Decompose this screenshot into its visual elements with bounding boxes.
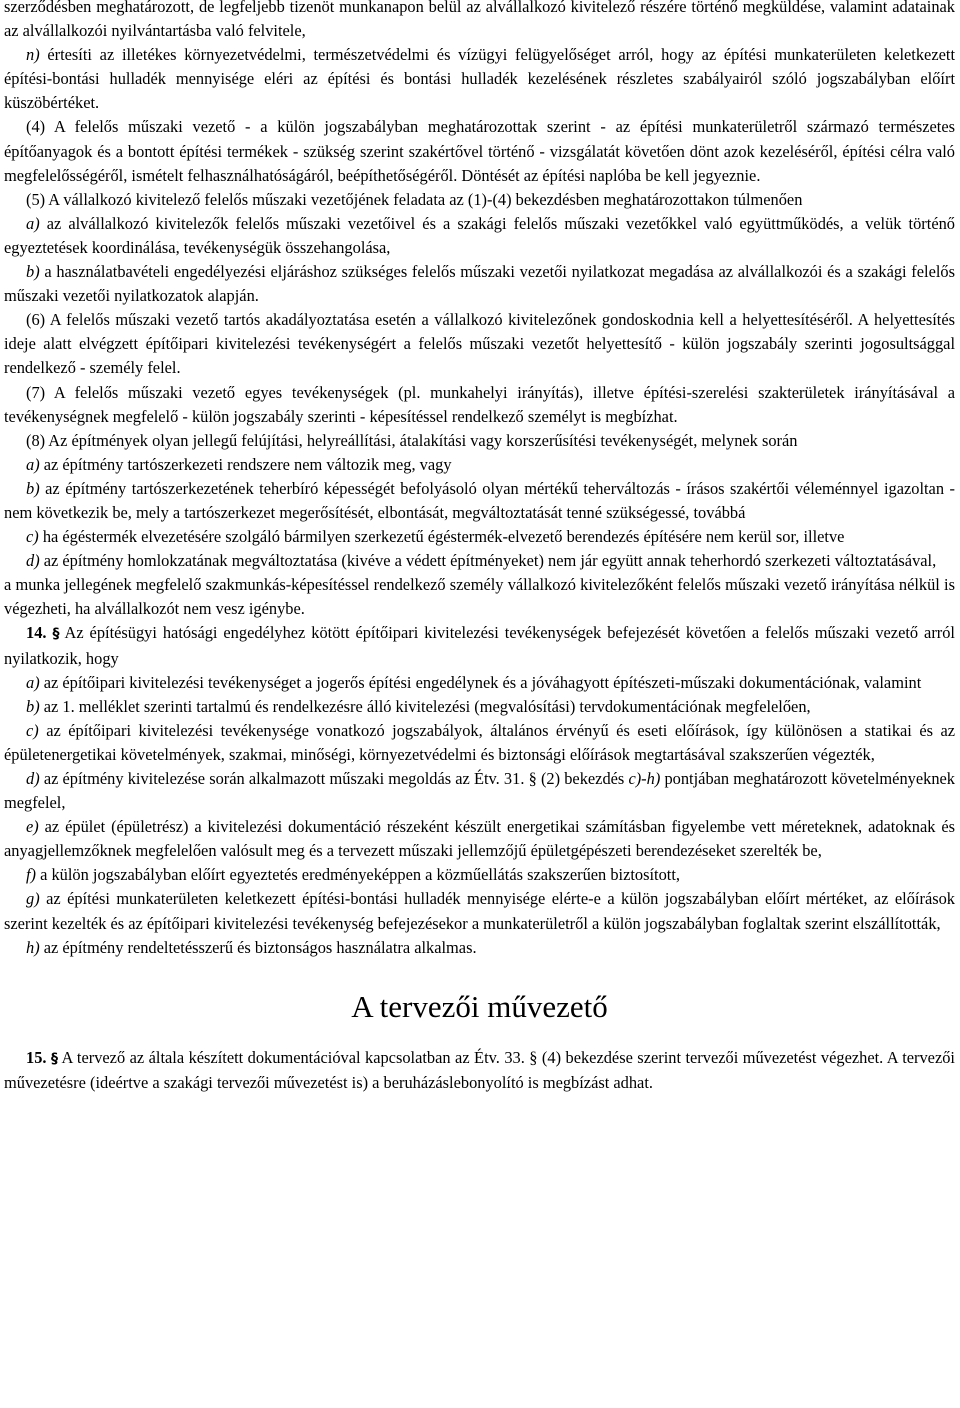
item-label: c) — [26, 720, 39, 740]
list-item-8b — [4, 477, 955, 525]
section-heading: A tervezői művezető — [351, 988, 608, 1024]
paragraph-8-conclusion: a munka jellegének megfelelő szakmunkás-képesítéssel rendelkező személy vállalkozó kivitelezőként felelős műszaki vezető irányítása nélkül is végezheti, ha alvállalkozót nem vesz igénybe. — [4, 575, 955, 619]
item-text: az építőipari kivitelezési tevékenysége vonatkozó jogszabályok, általános érvényű és eseti előírások, így különösen a statikai és az épületenergetikai követelmények, szakmai, minőségi, környezetvédelmi és biztonsági előírások megtartásával szakszerűen végezték, — [4, 720, 955, 764]
item-text: az építmény homlokzatának megváltoztatása (kivéve a védett építményeket) nem jár együtt annak teherhordó szerkezeti változtatásával, — [39, 551, 937, 571]
section-15 — [4, 1046, 955, 1095]
section-14 — [4, 621, 955, 670]
item-label: a) — [26, 454, 40, 474]
item-label: h) — [26, 937, 40, 957]
item-text-end: pontjában meghatározott követelményeknek megfelel, — [4, 769, 955, 813]
section-text: A tervező az általa készített dokumentációval kapcsolatban az Étv. 33. § (4) bekezdése szerint tervezői művezetést végezhet. A tervezői művezetésre (ideértve a szakági tervezői művezetést is) a beruházáslebonyolító is megbízást adhat. — [4, 1047, 955, 1092]
item-label: c) — [26, 527, 39, 547]
paragraph-6: (6) A felelős műszaki vezető tartós akadályoztatása esetén a vállalkozó kivitelezőnek gondoskodnia kell a helyettesítéséről. A helyettesítés ideje alatt elvégzett építőipari kivitelezési tevékenységért a felelős műszaki vezetőt helyettesítő - külön jogszabály szerinti jogosultsággal rendelkező - személy felel. — [4, 310, 955, 378]
item-label: b) — [26, 478, 40, 498]
item-label: d) — [26, 551, 40, 571]
item-text: az építmény kivitelezése során alkalmazott műszaki megoldás az Étv. 31. § (2) bekezdés — [39, 769, 629, 788]
paragraph-5: (5) A vállalkozó kivitelező felelős műszaki vezetőjének feladata az (1)-(4) bekezdésben meghatározottakon túlmenően — [26, 189, 803, 209]
item-label: b) — [26, 696, 40, 716]
item-label: e) — [26, 817, 39, 837]
list-item-5b — [4, 260, 955, 308]
item-text: a használatbavételi engedélyezési eljáráshoz szükséges felelős műszaki vezetői nyilatkozat megadása az alvállalkozói és a szakági felelős műszaki vezetői nyilatkozatok alapján. — [4, 262, 955, 306]
list-item-14h — [4, 936, 955, 960]
item-reference: c)-h) — [628, 769, 661, 788]
item-text: az építmény rendeltetésszerű és biztonságos használatra alkalmas. — [39, 937, 477, 957]
item-label: f) — [26, 865, 37, 885]
section-sign: § — [52, 626, 60, 643]
paragraph-7: (7) A felelős műszaki vezető egyes tevékenységek (pl. munkahelyi irányítás), illetve építési-szerelési szakterületek irányításával a tevékenységnek megfelelő - külön jogszabály szerinti - képesítéssel rendelkező személyt is megbízhat. — [4, 382, 955, 426]
item-label: n) — [26, 45, 40, 65]
section-number: 14. — [26, 623, 47, 643]
item-label: a) — [26, 213, 40, 233]
section-number: 15. — [26, 1047, 47, 1067]
list-item-8c — [4, 525, 955, 549]
paragraph-4: (4) A felelős műszaki vezető - a külön jogszabályban meghatározottak szerint - az építési munkaterületről származó természetes építőanyagok és a bontott építési termékek - szükség szerint szakértővel történő - vizsgálatát követően dönt azok kezeléséről, építési célra való megfelelősségéről, ismételt felhasználhatóságáról, beépíthetőségéről. Döntését az építési naplóba be kell jegyeznie. — [4, 117, 955, 185]
list-item-5a — [4, 212, 955, 260]
item-label: a) — [26, 672, 40, 692]
list-item-14c — [4, 719, 955, 767]
item-text: az építőipari kivitelezési tevékenységet a jogerős építési engedélynek és a jóváhagyott építészeti-műszaki dokumentációnak, valamint — [39, 672, 922, 692]
item-text: az építmény tartószerkezetének teherbíró képességét befolyásoló olyan mértékű teherváltozás - írásos szakértői véleménnyel igazoltan - nem következik be, mely a tartószerkezet megerősítését, elbontását, megváltoztatását tenné szükségessé, továbbá — [4, 478, 955, 522]
list-item-n — [4, 43, 955, 115]
list-item-14f — [4, 863, 955, 887]
item-text: ha égéstermék elvezetésére szolgáló bármilyen szerkezetű égéstermék-elvezető berendezés építésére nem kerül sor, illetve — [38, 527, 845, 547]
paragraph-contract-continuation: szerződésben meghatározott, de legfeljebb tizenöt munkanapon belül az alvállalkozó kivitelező részére történő megküldése, valamint adatainak az alvállalkozói nyilvántartásba való felvitele, — [4, 0, 955, 41]
item-text: az 1. melléklet szerinti tartalmú és rendelkezésre álló kivitelezési (megvalósítási) tervdokumentációnak megfelelően, — [39, 696, 811, 716]
section-text: Az építésügyi hatósági engedélyhez kötött építőipari kivitelezési tevékenységek befejezését követően a felelős műszaki vezető arról nyilatkozik, hogy — [4, 623, 955, 668]
section-sign: § — [50, 1050, 58, 1067]
item-label: d) — [26, 769, 40, 788]
item-label: b) — [26, 262, 40, 282]
list-item-8d — [4, 549, 955, 573]
item-text: az alvállalkozó kivitelezők felelős műszaki vezetőivel és a szakági felelős műszaki vezetőkkel való együttműködés, a velük történő egyeztetések koordinálása, tevékenységük összehangolása, — [4, 213, 955, 257]
list-item-14b — [4, 695, 955, 719]
item-text: a külön jogszabályban előírt egyeztetés eredményeképpen a közműellátás szakszerűen biztosított, — [36, 865, 681, 885]
item-label: g) — [26, 889, 40, 909]
list-item-14e — [4, 815, 955, 863]
list-item-14a — [4, 671, 955, 695]
item-text: az építmény tartószerkezeti rendszere nem változik meg, vagy — [39, 454, 452, 474]
list-item-8a — [4, 453, 955, 477]
list-item-14g — [4, 887, 955, 935]
item-text: értesíti az illetékes környezetvédelmi, természetvédelmi és vízügyi felügyelőséget arról, hogy az építési munkaterületen keletkezett építési-bontási hulladék mennyisége eléri az építési és bontási hulladék kezelésének részletes szabályairól szóló jogszabályban előírt küszöbértéket. — [4, 45, 955, 113]
item-text: az építési munkaterületen keletkezett építési-bontási hulladék mennyisége elérte-e a külön jogszabályban előírt mértéket, az előírások szerint kezelték és az építőipari kivitelezési tevékenység befejezésekor a munkaterületről a külön jogszabályban foglaltak szerint elszállították, — [4, 889, 955, 933]
item-text: az épület (épületrész) a kivitelezési dokumentáció részeként készült energetikai számításban figyelembe vett méreteknek, adatoknak és anyagjellemzőknek megfelelően valósult meg és a tervezett műszaki jellemzőjű épületgépészeti berendezéseket szerelték be, — [4, 817, 955, 861]
paragraph-8: (8) Az építmények olyan jellegű felújítási, helyreállítási, átalakítási vagy korszerűsítési tevékenységét, melynek során — [26, 430, 798, 450]
list-item-14d — [4, 767, 955, 815]
